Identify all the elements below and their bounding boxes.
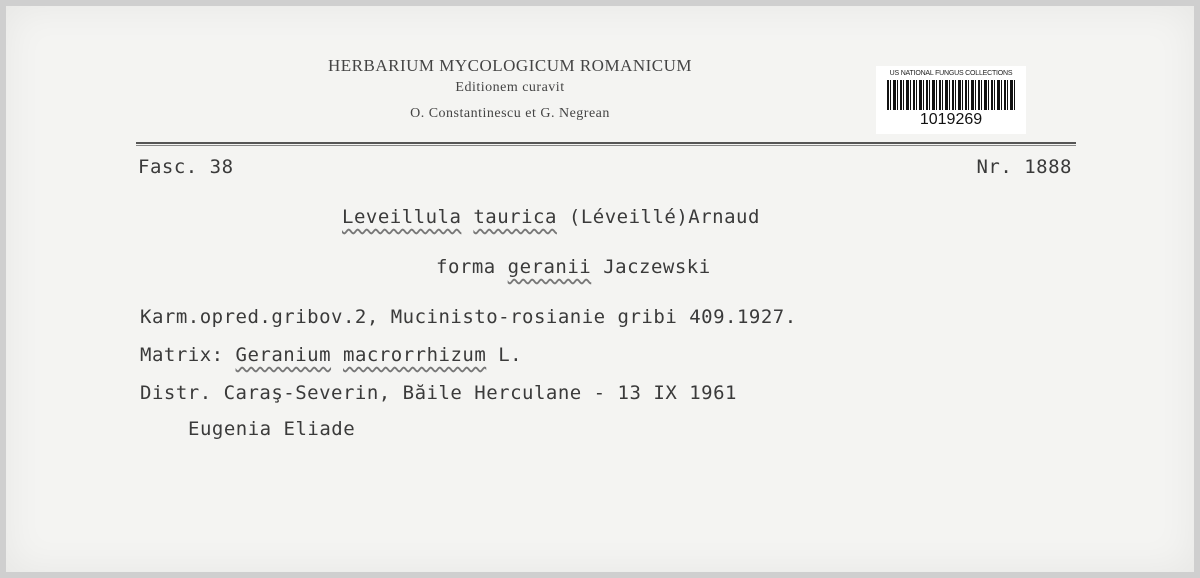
distribution-line: Distr. Caraş-Severin, Băile Herculane - 13 IX 1961 bbox=[140, 382, 737, 404]
matrix-prefix: Matrix: bbox=[140, 344, 224, 366]
editors-names: O. Constantinescu et G. Negrean bbox=[410, 106, 610, 121]
herbarium-title: HERBARIUM MYCOLOGICUM ROMANICUM bbox=[327, 56, 693, 75]
fascicle-number: Fasc. 38 bbox=[138, 156, 234, 178]
divider bbox=[136, 142, 1076, 144]
matrix-line bbox=[140, 344, 522, 366]
barcode-number: 1019269 bbox=[919, 111, 983, 128]
divider-secondary bbox=[136, 145, 1076, 146]
specimen-number: Nr. 1888 bbox=[976, 156, 1072, 178]
specimen-label bbox=[6, 6, 1194, 572]
editor-caption: Editionem curavit bbox=[455, 80, 565, 95]
taxon-infra: geranii bbox=[507, 256, 592, 278]
taxon-infra-authority: Jaczewski bbox=[603, 256, 711, 278]
collector-name: Eugenia Eliade bbox=[188, 418, 356, 440]
matrix-genus: Geranium bbox=[235, 344, 332, 366]
barcode-sticker bbox=[876, 66, 1026, 134]
taxon-rank: forma bbox=[436, 256, 496, 278]
matrix-species: macrorrhizum bbox=[343, 344, 487, 366]
taxon-forma bbox=[436, 256, 711, 278]
taxon-name bbox=[342, 206, 760, 228]
taxon-species: taurica bbox=[473, 206, 557, 228]
literature-reference: Karm.opred.gribov.2, Mucinisto-rosianie gribi 409.1927. bbox=[140, 306, 797, 328]
barcode-icon bbox=[887, 80, 1015, 110]
matrix-authority: L. bbox=[498, 344, 523, 366]
taxon-genus: Leveillula bbox=[342, 206, 462, 228]
taxon-authority: (Léveillé)Arnaud bbox=[568, 206, 760, 228]
barcode-collection: US NATIONAL FUNGUS COLLECTIONS bbox=[889, 70, 1013, 77]
